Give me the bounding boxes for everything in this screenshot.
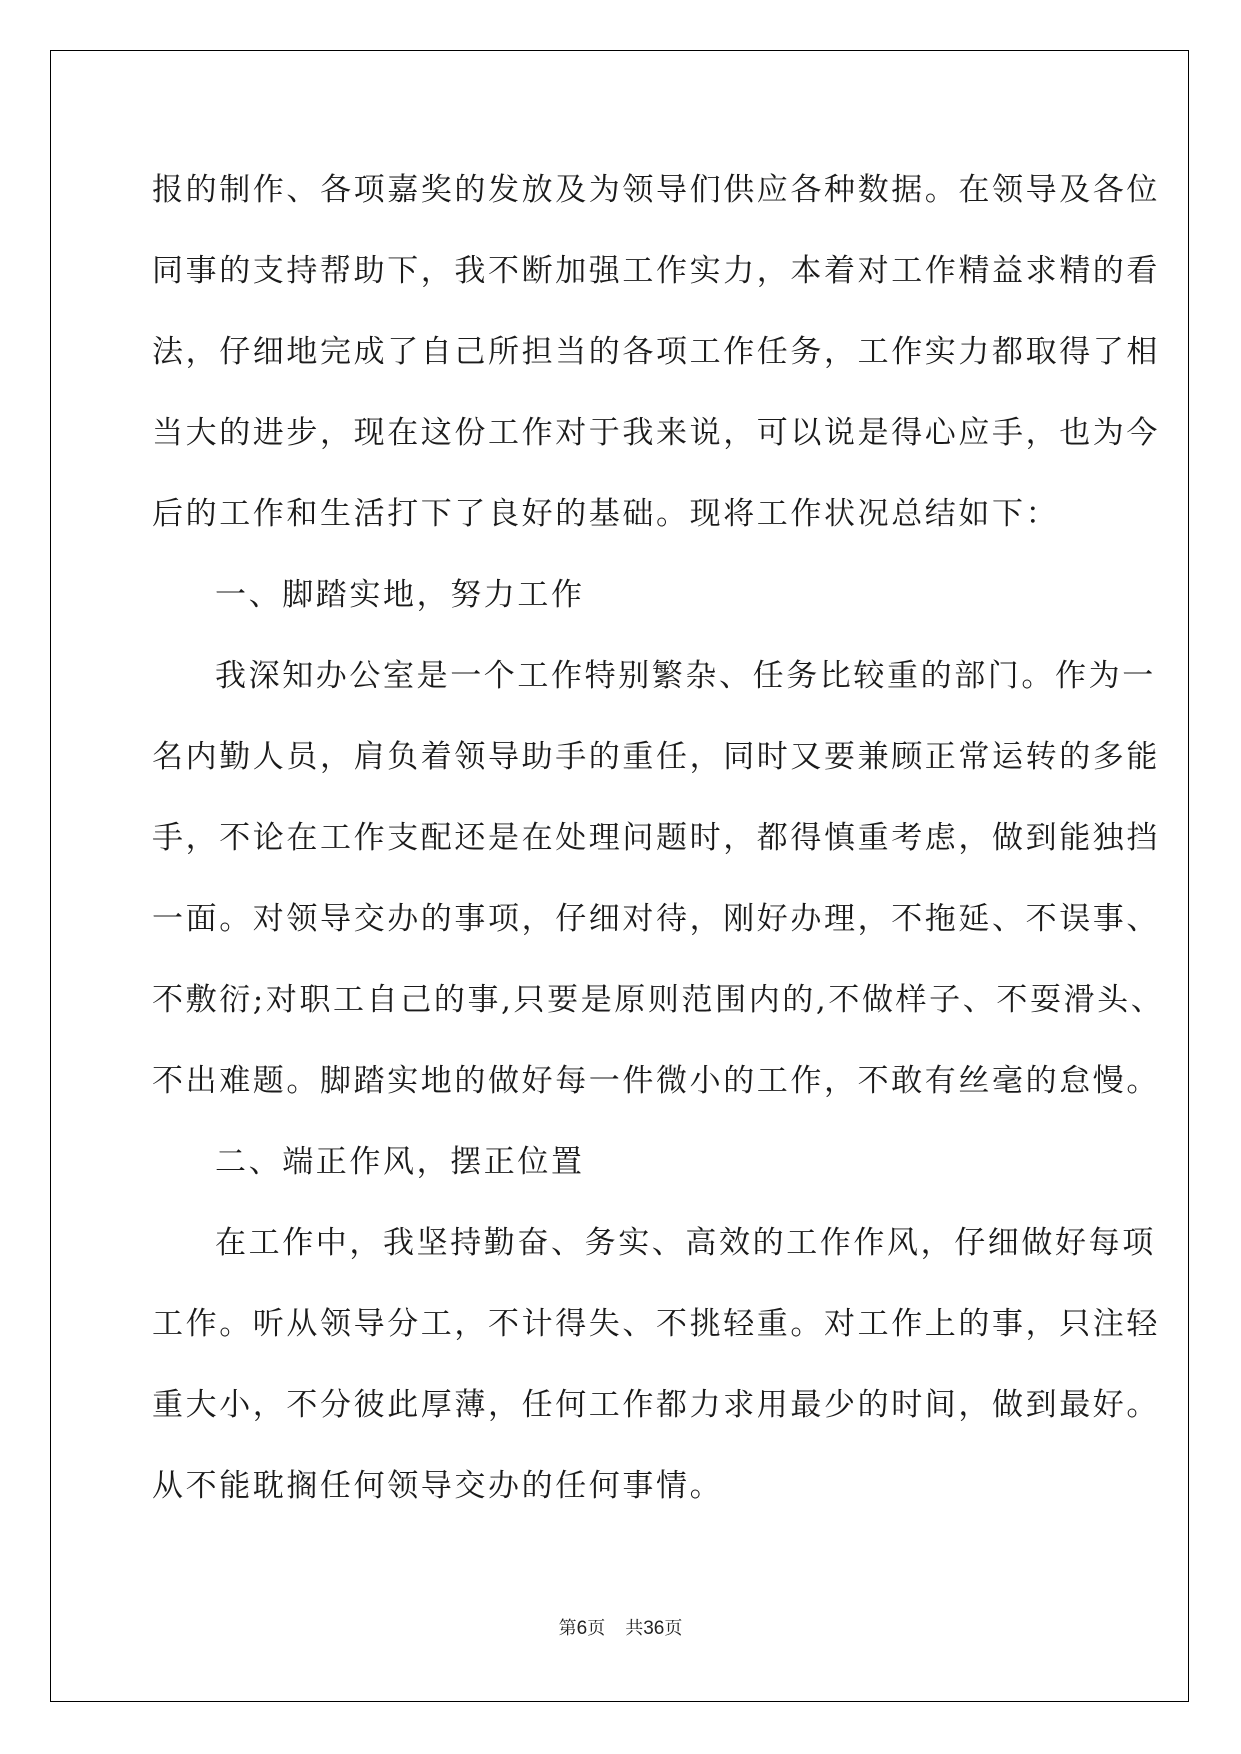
page-footer	[0, 1617, 1241, 1641]
section-heading: 二、端正作风，摆正位置	[215, 1144, 585, 1180]
text-line: 当大的进步，现在这份工作对于我来说，可以说是得心应手，也为今	[152, 415, 1160, 451]
text-line: 不出难题。脚踏实地的做好每一件微小的工作，不敢有丝毫的怠慢。	[152, 1063, 1160, 1099]
section-heading: 一、脚踏实地，努力工作	[215, 577, 585, 613]
text-line: 后的工作和生活打下了良好的基础。现将工作状况总结如下：	[152, 496, 1060, 532]
text-line: 同事的支持帮助下，我不断加强工作实力，本着对工作精益求精的看	[152, 253, 1160, 289]
text-line: 法，仔细地完成了自己所担当的各项工作任务，工作实力都取得了相	[152, 334, 1160, 370]
text-line: 手，不论在工作支配还是在处理问题时，都得慎重考虑，做到能独挡	[152, 820, 1160, 856]
total-suffix: 页	[664, 1618, 683, 1639]
text-line: 名内勤人员，肩负着领导助手的重任，同时又要兼顾正常运转的多能	[152, 739, 1160, 775]
total-pages: 36	[643, 1618, 665, 1639]
text-line: 一面。对领导交办的事项，仔细对待，刚好办理，不拖延、不误事、	[152, 901, 1160, 937]
text-line: 工作。听从领导分工，不计得失、不挑轻重。对工作上的事，只注轻	[152, 1306, 1160, 1342]
text-line: 我深知办公室是一个工作特别繁杂、任务比较重的部门。作为一	[215, 658, 1156, 694]
page-number: 6	[576, 1618, 588, 1639]
text-line: 在工作中，我坚持勤奋、务实、高效的工作作风，仔细做好每项	[215, 1225, 1156, 1261]
document-body	[152, 160, 1165, 1537]
text-line: 从不能耽搁任何领导交办的任何事情。	[152, 1468, 724, 1504]
text-line: 不敷衍;对职工自己的事,只要是原则范围内的,不做样子、不耍滑头、	[152, 982, 1165, 1018]
page-suffix: 页	[587, 1618, 606, 1639]
page-prefix: 第	[558, 1618, 577, 1639]
text-line: 重大小，不分彼此厚薄，任何工作都力求用最少的时间，做到最好。	[152, 1387, 1160, 1423]
total-prefix: 共	[625, 1618, 644, 1639]
text-line: 报的制作、各项嘉奖的发放及为领导们供应各种数据。在领导及各位	[152, 172, 1160, 208]
